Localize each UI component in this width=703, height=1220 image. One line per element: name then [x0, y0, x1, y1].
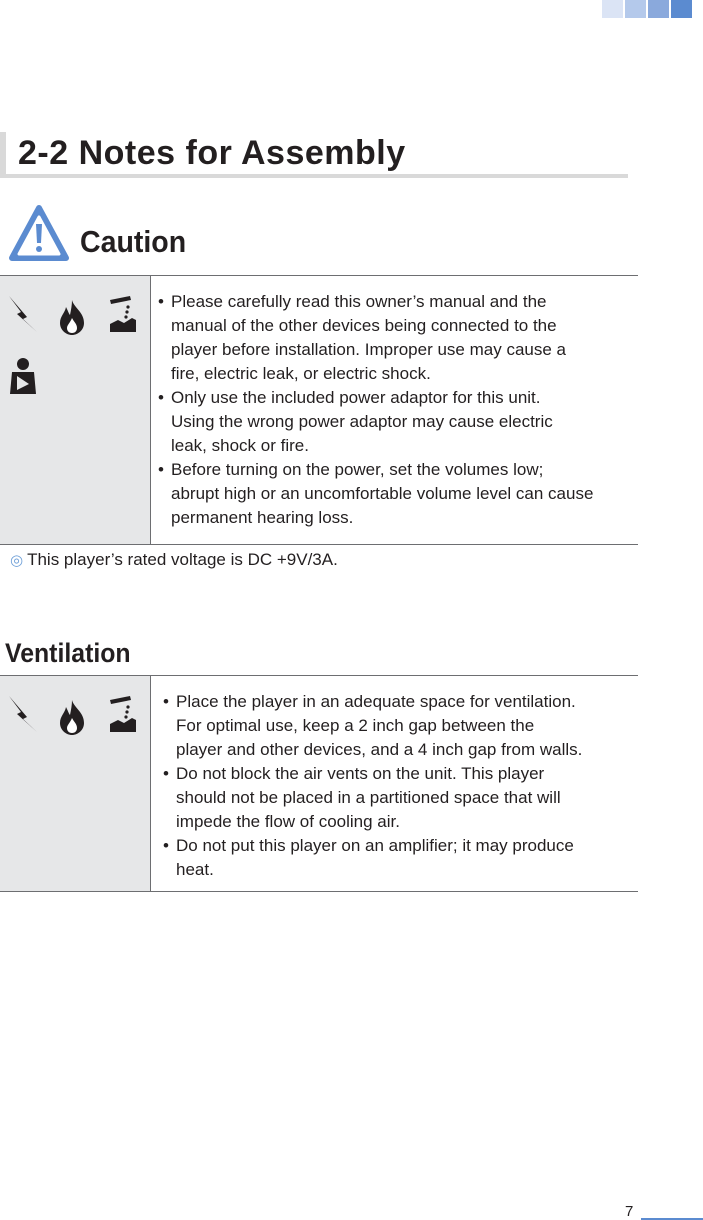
corner-square [671, 0, 692, 18]
page-number: 7 [625, 1203, 634, 1220]
list-item: • Do not put this player on an amplifier; it may produce heat. [163, 834, 638, 882]
list-item: • Before turning on the power, set the volumes low; abrupt high or an uncomfortable volume level can cause permanent hearing loss. [158, 458, 638, 530]
section-title: 2-2 Notes for Assembly [18, 134, 406, 172]
ventilation-icon-column [0, 676, 151, 891]
caution-panel [0, 275, 638, 545]
person-warning-icon [8, 356, 38, 396]
list-item: • Please carefully read this owner’s manual and the manual of the other devices being connected to the player before installation. Improper use may cause a fire, electric leak, or electric shock. [158, 290, 638, 386]
caution-icon-column [0, 276, 151, 544]
ventilation-text [163, 690, 638, 882]
ventilation-panel [0, 675, 638, 892]
voltage-note [10, 550, 338, 570]
caution-text [158, 290, 638, 530]
caution-list [158, 290, 638, 530]
electric-hazard-hand-icon [106, 694, 138, 734]
section-title-bar [0, 132, 628, 178]
list-item: • Place the player in an adequate space for ventilation. For optimal use, keep a 2 inch gap between the player and other devices, and a 4 inch gap from walls. [163, 690, 638, 762]
electric-hazard-hand-icon [106, 294, 138, 334]
corner-square [625, 0, 646, 18]
note-mark-icon: ◎ [10, 552, 24, 569]
corner-decoration [602, 0, 692, 18]
corner-square [648, 0, 669, 18]
lightning-icon [7, 694, 39, 734]
fire-icon [57, 298, 87, 336]
list-item: • Do not block the air vents on the unit. This player should not be placed in a partitioned space that will impede the flow of cooling air. [163, 762, 638, 834]
corner-square [602, 0, 623, 18]
list-item: • Only use the included power adaptor for this unit. Using the wrong power adaptor may cause electric leak, shock or fire. [158, 386, 638, 458]
ventilation-list [163, 690, 638, 882]
warning-triangle-icon [8, 204, 70, 264]
ventilation-heading: Ventilation [5, 638, 131, 668]
lightning-icon [7, 294, 39, 334]
voltage-note-text: This player’s rated voltage is DC +9V/3A. [27, 550, 338, 569]
fire-icon [57, 698, 87, 736]
caution-heading: Caution [80, 224, 187, 259]
